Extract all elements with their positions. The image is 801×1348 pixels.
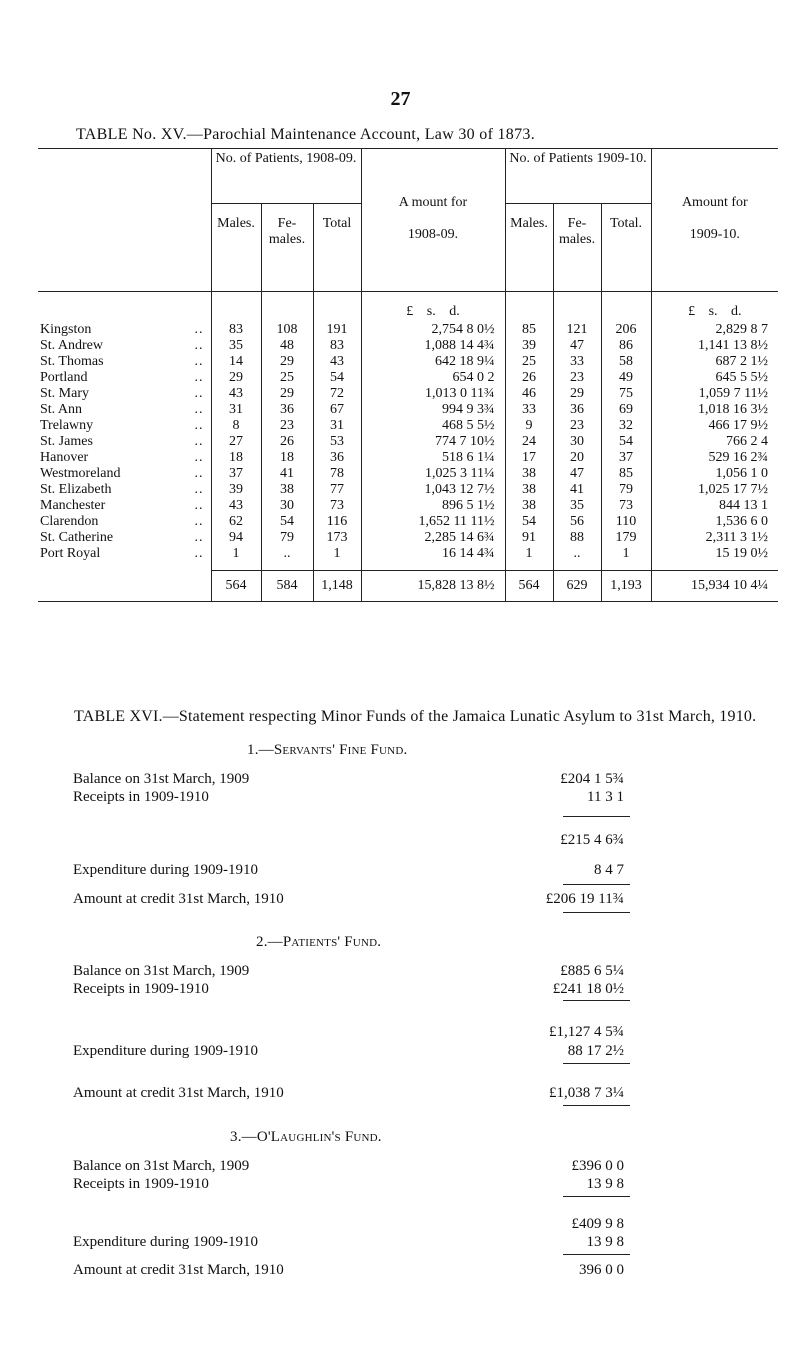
males-0809: 29 [211, 370, 261, 386]
females-0809: 23 [261, 418, 313, 434]
females-0809: 30 [261, 498, 313, 514]
parish-name: St. Catherine .. [38, 530, 211, 546]
parish-name: St. Mary .. [38, 386, 211, 402]
total-0809: 53 [313, 434, 361, 450]
males-0809: 8 [211, 418, 261, 434]
amount-0809: 642 18 9¼ [361, 354, 505, 370]
header-females-0809: Fe-males. [261, 204, 313, 292]
fund3-subtotal: £409 9 8 [571, 1216, 624, 1232]
fund2-expenditure-label: Expenditure during 1909-1910 [73, 1043, 258, 1059]
males-0910: 1 [505, 546, 553, 562]
header-total-0910: Total. [601, 204, 651, 292]
males-0910: 24 [505, 434, 553, 450]
females-0809: 18 [261, 450, 313, 466]
parish-name: St. Thomas .. [38, 354, 211, 370]
total-0910: 75 [601, 386, 651, 402]
table-15-title: TABLE No. XV.—Parochial Maintenance Account, Law 30 of 1873. [76, 126, 535, 143]
males-0910: 26 [505, 370, 553, 386]
amount-0809: 774 7 10½ [361, 434, 505, 450]
total-0910: 73 [601, 498, 651, 514]
females-0809: 79 [261, 530, 313, 546]
females-0910: 47 [553, 338, 601, 354]
amount-0809: 468 5 5½ [361, 418, 505, 434]
total-total-0910: 1,193 [601, 570, 651, 601]
fund3-receipts-label: Receipts in 1909-1910 [73, 1176, 209, 1192]
total-females-0910: 629 [553, 570, 601, 601]
females-0809: .. [261, 546, 313, 562]
fund1-credit-label: Amount at credit 31st March, 1910 [73, 891, 284, 907]
fund2-subtotal: £1,127 4 5¾ [549, 1024, 624, 1040]
total-0809: 73 [313, 498, 361, 514]
females-0809: 26 [261, 434, 313, 450]
total-0910: 54 [601, 434, 651, 450]
table-row [38, 514, 778, 530]
females-0910: 35 [553, 498, 601, 514]
total-0809: 43 [313, 354, 361, 370]
amount-0809: 518 6 1¼ [361, 450, 505, 466]
amount-0809: 994 9 3¾ [361, 402, 505, 418]
table-row [38, 466, 778, 482]
total-0910: 179 [601, 530, 651, 546]
table-row [38, 450, 778, 466]
males-0910: 46 [505, 386, 553, 402]
header-amount-0809-bottom: 1908-09. [407, 227, 459, 242]
females-0809: 25 [261, 370, 313, 386]
males-0809: 83 [211, 322, 261, 338]
total-0809: 173 [313, 530, 361, 546]
females-0910: 41 [553, 482, 601, 498]
females-0809: 29 [261, 354, 313, 370]
females-0809: 29 [261, 386, 313, 402]
fund3-expenditure-label: Expenditure during 1909-1910 [73, 1234, 258, 1250]
total-total-0809: 1,148 [313, 570, 361, 601]
table-row [38, 418, 778, 434]
table-row [38, 338, 778, 354]
fund3-balance: £396 0 0 [571, 1158, 624, 1174]
amount-0809: 1,088 14 4¾ [361, 338, 505, 354]
table-16-title: TABLE XVI.—Statement respecting Minor Funds of the Jamaica Lunatic Asylum to 31st March, 1910. [74, 708, 757, 725]
parish-name: St. Andrew .. [38, 338, 211, 354]
table-row [38, 386, 778, 402]
amount-0910: 1,141 13 8½ [698, 338, 769, 353]
males-0809: 31 [211, 402, 261, 418]
amount-0910: 645 5 5½ [715, 370, 769, 385]
fund3-credit: 396 0 0 [579, 1262, 624, 1278]
table-row [38, 498, 778, 514]
parochial-maintenance-table [38, 148, 778, 602]
amount-0910: 1,018 16 3½ [698, 402, 769, 417]
females-0910: .. [553, 546, 601, 562]
males-0809: 43 [211, 386, 261, 402]
parish-name: Manchester .. [38, 498, 211, 514]
total-0910: 1 [601, 546, 651, 562]
fund3-credit-label: Amount at credit 31st March, 1910 [73, 1262, 284, 1278]
amount-0809: 1,025 3 11¼ [361, 466, 505, 482]
fund2-credit-label: Amount at credit 31st March, 1910 [73, 1085, 284, 1101]
header-males-0809: Males. [211, 204, 261, 292]
fund1-receipts: 11 3 1 [587, 789, 624, 805]
females-0910: 30 [553, 434, 601, 450]
males-0910: 33 [505, 402, 553, 418]
amount-0910: 1,025 17 7½ [698, 482, 769, 497]
total-0809: 1 [313, 546, 361, 562]
females-0809: 36 [261, 402, 313, 418]
lsd-header-0809: £ s. d. [361, 292, 505, 323]
table-row [38, 402, 778, 418]
amount-0910: 466 17 9½ [708, 418, 769, 433]
total-0809: 31 [313, 418, 361, 434]
parish-name: Port Royal .. [38, 546, 211, 562]
males-0809: 94 [211, 530, 261, 546]
fund3-expenditure: 13 9 8 [586, 1234, 624, 1250]
parish-name: Clarendon .. [38, 514, 211, 530]
amount-0910: 529 16 2¾ [708, 450, 769, 465]
table-row [38, 434, 778, 450]
page-number: 27 [390, 88, 411, 110]
amount-0809: 1,013 0 11¾ [361, 386, 505, 402]
fund1-expenditure: 8 4 7 [594, 862, 624, 878]
fund2-receipts-label: Receipts in 1909-1910 [73, 981, 209, 997]
header-patients-0809: No. of Patients, 1908-09. [211, 149, 361, 204]
males-0910: 85 [505, 322, 553, 338]
males-0910: 17 [505, 450, 553, 466]
fund1-heading: 1.—Servants' Fine Fund. [247, 742, 408, 758]
females-0910: 23 [553, 418, 601, 434]
males-0809: 37 [211, 466, 261, 482]
header-total-0809: Total [313, 204, 361, 292]
lsd-header-0910: £ s. d. [651, 292, 778, 323]
amount-0910: 766 2 4 [726, 434, 769, 449]
females-0809: 48 [261, 338, 313, 354]
total-0910: 110 [601, 514, 651, 530]
total-0910: 69 [601, 402, 651, 418]
total-0809: 72 [313, 386, 361, 402]
amount-0809: 2,754 8 0½ [361, 322, 505, 338]
parish-name: Westmoreland .. [38, 466, 211, 482]
total-0910: 32 [601, 418, 651, 434]
table-row [38, 370, 778, 386]
fund2-credit: £1,038 7 3¼ [549, 1085, 624, 1101]
table-row [38, 530, 778, 546]
total-0809: 54 [313, 370, 361, 386]
total-0809: 36 [313, 450, 361, 466]
amount-0809: 896 5 1½ [361, 498, 505, 514]
table-row [38, 546, 778, 562]
fund1-balance: £204 1 5¾ [560, 771, 624, 787]
total-0910: 37 [601, 450, 651, 466]
males-0809: 18 [211, 450, 261, 466]
females-0910: 33 [553, 354, 601, 370]
fund2-balance-label: Balance on 31st March, 1909 [73, 963, 250, 979]
total-amount-0910: 15,934 10 4¼ [651, 570, 778, 601]
males-0809: 27 [211, 434, 261, 450]
header-amount-0910-bottom: 1909-10. [689, 227, 740, 242]
amount-0910: 2,829 8 7 [715, 322, 769, 337]
fund3-receipts: 13 9 8 [586, 1176, 624, 1192]
amount-0809: 2,285 14 6¾ [361, 530, 505, 546]
females-0910: 23 [553, 370, 601, 386]
fund1-credit: £206 19 11¾ [545, 891, 624, 907]
total-0910: 86 [601, 338, 651, 354]
females-0809: 38 [261, 482, 313, 498]
females-0910: 121 [553, 322, 601, 338]
males-0910: 91 [505, 530, 553, 546]
table-row [38, 354, 778, 370]
fund2-heading: 2.—Patients' Fund. [256, 934, 382, 950]
males-0910: 54 [505, 514, 553, 530]
amount-0809: 16 14 4¾ [361, 546, 505, 562]
females-0910: 20 [553, 450, 601, 466]
females-0809: 41 [261, 466, 313, 482]
amount-0809: 1,043 12 7½ [361, 482, 505, 498]
header-patients-0910: No. of Patients 1909-10. [505, 149, 651, 204]
males-0809: 62 [211, 514, 261, 530]
amount-0910: 2,311 3 1½ [705, 530, 769, 545]
header-males-0910: Males. [505, 204, 553, 292]
males-0809: 39 [211, 482, 261, 498]
total-males-0809: 564 [211, 570, 261, 601]
total-0910: 79 [601, 482, 651, 498]
males-0910: 9 [505, 418, 553, 434]
males-0809: 14 [211, 354, 261, 370]
amount-0910: 1,536 6 0 [715, 514, 769, 529]
amount-0809: 654 0 2 [361, 370, 505, 386]
fund3-balance-label: Balance on 31st March, 1909 [73, 1158, 250, 1174]
parish-name: St. James .. [38, 434, 211, 450]
header-amount-0910-top: Amount for [681, 195, 748, 210]
amount-0910: 15 19 0½ [715, 546, 769, 561]
females-0910: 88 [553, 530, 601, 546]
amount-0910: 687 2 1½ [715, 354, 769, 369]
parish-name: St. Ann .. [38, 402, 211, 418]
header-females-0910: Fe-males. [553, 204, 601, 292]
males-0910: 39 [505, 338, 553, 354]
table-row [38, 322, 778, 338]
total-0910: 58 [601, 354, 651, 370]
parish-name: Trelawny .. [38, 418, 211, 434]
total-0809: 116 [313, 514, 361, 530]
females-0910: 29 [553, 386, 601, 402]
amount-0910: 844 13 1 [719, 498, 769, 513]
parish-name: Kingston .. [38, 322, 211, 338]
males-0809: 43 [211, 498, 261, 514]
total-0910: 49 [601, 370, 651, 386]
amount-0910: 1,059 7 11½ [698, 386, 769, 401]
total-0910: 85 [601, 466, 651, 482]
males-0809: 1 [211, 546, 261, 562]
parish-name: St. Elizabeth .. [38, 482, 211, 498]
table-row [38, 482, 778, 498]
males-0910: 38 [505, 466, 553, 482]
males-0910: 38 [505, 498, 553, 514]
parish-name: Portland .. [38, 370, 211, 386]
total-0809: 191 [313, 322, 361, 338]
parish-name: Hanover .. [38, 450, 211, 466]
females-0809: 108 [261, 322, 313, 338]
fund1-expenditure-label: Expenditure during 1909-1910 [73, 862, 258, 878]
total-females-0809: 584 [261, 570, 313, 601]
females-0910: 56 [553, 514, 601, 530]
total-0910: 206 [601, 322, 651, 338]
fund1-subtotal: £215 4 6¾ [560, 832, 624, 848]
fund2-receipts: £241 18 0½ [552, 981, 624, 997]
fund2-balance: £885 6 5¼ [560, 963, 624, 979]
females-0910: 47 [553, 466, 601, 482]
total-amount-0809: 15,828 13 8½ [361, 570, 505, 601]
total-0809: 78 [313, 466, 361, 482]
total-0809: 77 [313, 482, 361, 498]
amount-0910: 1,056 1 0 [715, 466, 769, 481]
males-0910: 25 [505, 354, 553, 370]
fund2-expenditure: 88 17 2½ [567, 1043, 624, 1059]
amount-0809: 1,652 11 11½ [361, 514, 505, 530]
total-0809: 67 [313, 402, 361, 418]
females-0910: 36 [553, 402, 601, 418]
males-0910: 38 [505, 482, 553, 498]
total-males-0910: 564 [505, 570, 553, 601]
total-0809: 83 [313, 338, 361, 354]
fund3-heading: 3.—O'Laughlin's Fund. [230, 1129, 382, 1145]
fund1-receipts-label: Receipts in 1909-1910 [73, 789, 209, 805]
males-0809: 35 [211, 338, 261, 354]
females-0809: 54 [261, 514, 313, 530]
fund1-balance-label: Balance on 31st March, 1909 [73, 771, 250, 787]
header-amount-0809-top: A mount for [398, 195, 468, 210]
